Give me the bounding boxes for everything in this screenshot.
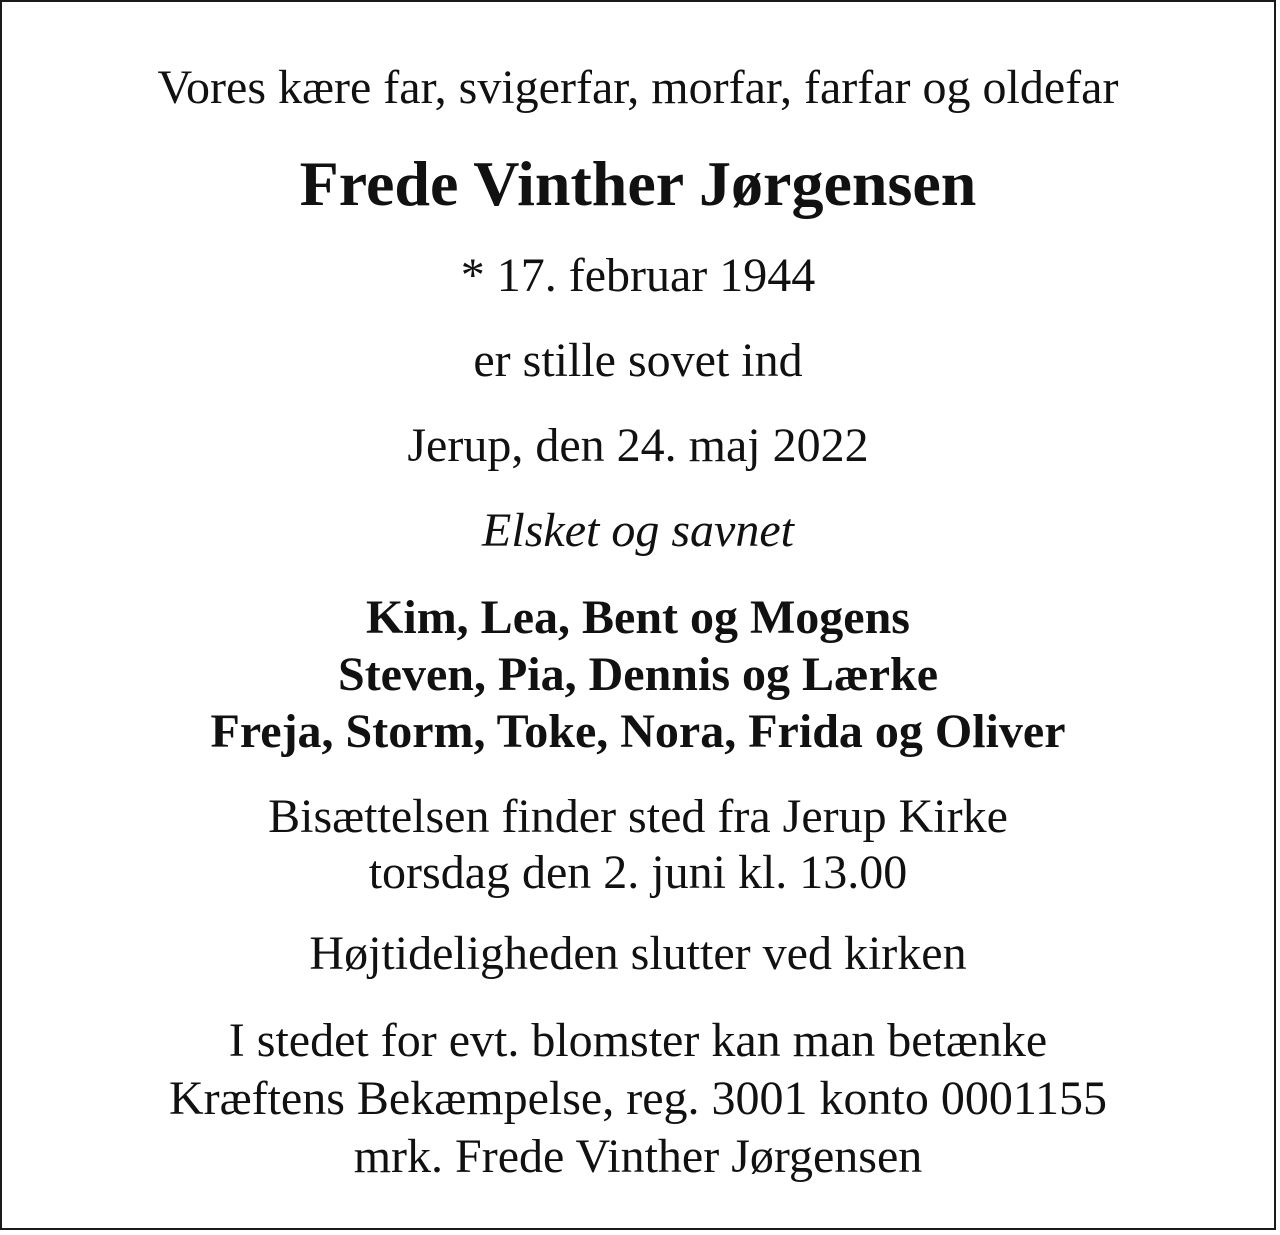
donation-line: I stedet for evt. blomster kan man betænke: [228, 1014, 1048, 1067]
funeral-line: Bisættelsen finder sted fra Jerup Kirke: [268, 790, 1008, 843]
donation-info: [2, 1012, 1274, 1186]
funeral-info: [2, 789, 1274, 901]
donation-line: mrk. Frede Vinther Jørgensen: [353, 1130, 923, 1183]
deceased-name: Frede Vinther Jørgensen: [299, 148, 977, 219]
donation-line: Kræftens Bekæmpelse, reg. 3001 konto 0001155: [168, 1072, 1108, 1125]
family-line: Kim, Lea, Bent og Mogens: [366, 591, 910, 644]
place-and-date: Jerup, den 24. maj 2022: [407, 419, 869, 472]
family-line: Steven, Pia, Dennis og Lærke: [338, 648, 938, 701]
birth-date: * 17. februar 1944: [460, 249, 816, 302]
funeral-line: torsdag den 2. juni kl. 13.00: [368, 846, 908, 899]
passed-away-text: er stille sovet ind: [473, 334, 803, 387]
family-line: Freja, Storm, Toke, Nora, Frida og Oliver: [210, 705, 1066, 758]
family-names: [2, 589, 1274, 760]
ceremony-end-text: Højtideligheden slutter ved kirken: [309, 927, 967, 980]
intro-text: Vores kære far, svigerfar, morfar, farfar og oldefar: [157, 61, 1119, 114]
loved-and-missed: Elsket og savnet: [482, 504, 794, 557]
